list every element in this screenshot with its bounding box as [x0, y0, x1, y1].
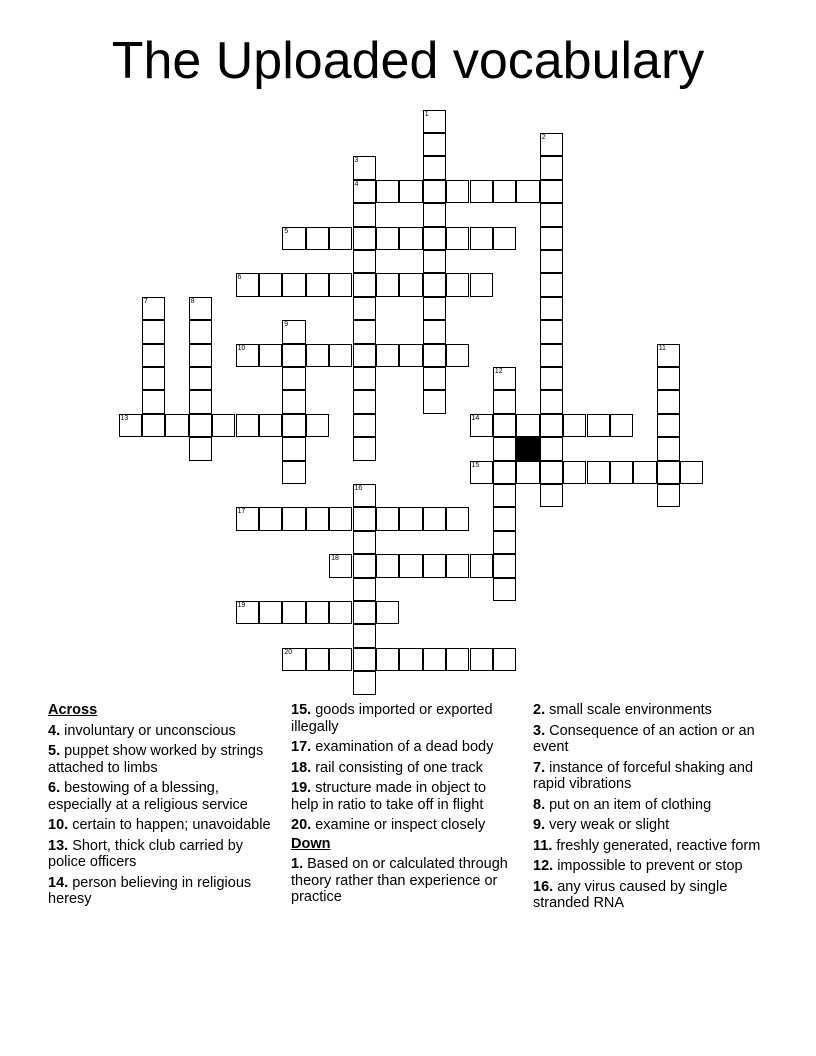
clue-number-label: 10.: [48, 817, 69, 833]
grid-cell[interactable]: [329, 344, 352, 367]
clue-number-label: 9.: [533, 817, 546, 833]
clue-number: 18: [331, 555, 339, 563]
grid-cell[interactable]: [399, 648, 422, 671]
grid-cell[interactable]: [540, 273, 563, 296]
grid-cell[interactable]: [353, 414, 376, 437]
clue-number-label: 13.: [48, 837, 69, 854]
grid-cell[interactable]: [470, 461, 493, 484]
grid-cell[interactable]: [633, 461, 656, 484]
grid-cell[interactable]: [189, 344, 212, 367]
grid-cell[interactable]: [189, 437, 212, 460]
clue-item: [48, 743, 280, 776]
grid-cell[interactable]: [493, 227, 516, 250]
clue-text: impossible to prevent or stop: [553, 858, 743, 874]
grid-cell[interactable]: [493, 437, 516, 460]
clue-text: instance of forceful shaking and rapid vibrations: [533, 759, 754, 792]
clue-number-label: 14.: [48, 874, 69, 891]
grid-cell[interactable]: [423, 273, 446, 296]
grid-cell[interactable]: [329, 273, 352, 296]
grid-cell[interactable]: [540, 203, 563, 226]
clue-number: 2: [541, 134, 546, 141]
grid-cell[interactable]: [657, 461, 680, 484]
clue-item: [291, 760, 516, 777]
clue-number-label: 20.: [291, 817, 312, 833]
clue-number: 9: [284, 321, 289, 329]
clue-number: 19: [237, 602, 246, 609]
clue-text: freshly generated, reactive form: [552, 837, 761, 854]
grid-cell[interactable]: [399, 273, 422, 296]
grid-cell[interactable]: [259, 414, 282, 437]
grid-cell[interactable]: [446, 227, 469, 250]
grid-cell[interactable]: [329, 507, 352, 530]
grid-cell[interactable]: [306, 601, 329, 624]
grid-cell[interactable]: [353, 554, 376, 577]
clue-number-label: 8.: [533, 796, 546, 813]
grid-cell[interactable]: [306, 273, 329, 296]
grid-cell[interactable]: [680, 461, 703, 484]
clue-number: 14: [471, 414, 480, 422]
clue-text: examine or inspect closely: [311, 817, 486, 833]
grid-cell[interactable]: [282, 507, 305, 530]
grid-cell[interactable]: [610, 461, 633, 484]
grid-cell[interactable]: [657, 484, 680, 507]
grid-cell[interactable]: [563, 461, 586, 484]
grid-cell[interactable]: [493, 507, 516, 530]
grid-cell[interactable]: [353, 671, 376, 694]
grid-cell[interactable]: [259, 601, 282, 624]
grid-cell[interactable]: [306, 227, 329, 250]
grid-cell[interactable]: [446, 180, 469, 203]
clue-text: rail consisting of one track: [311, 759, 483, 776]
grid-cell[interactable]: [493, 180, 516, 203]
down-heading: Down: [291, 835, 331, 852]
grid-cell[interactable]: [142, 414, 165, 437]
clue-number: 16: [354, 485, 363, 492]
clue-item: [291, 817, 516, 834]
clue-number-label: 11.: [533, 837, 553, 854]
grid-cell[interactable]: [212, 414, 235, 437]
clue-text: person believing in religious heresy: [48, 874, 252, 907]
grid-cell[interactable]: [540, 133, 563, 156]
grid-cell[interactable]: [493, 367, 516, 390]
grid-cell[interactable]: [142, 344, 165, 367]
clue-number: 17: [237, 508, 246, 516]
grid-cell[interactable]: [423, 390, 446, 413]
clue-item: [48, 838, 280, 871]
grid-cell[interactable]: [399, 344, 422, 367]
grid-cell[interactable]: [259, 273, 282, 296]
grid-cell[interactable]: [493, 390, 516, 413]
grid-cell[interactable]: [540, 367, 563, 390]
grid-cell[interactable]: [353, 297, 376, 320]
clue-number-label: 16.: [533, 878, 554, 895]
grid-cell[interactable]: [306, 507, 329, 530]
grid-cell[interactable]: [329, 554, 352, 577]
clue-number-label: 19.: [291, 780, 312, 796]
grid-cell[interactable]: [587, 461, 610, 484]
grid-cell[interactable]: [470, 414, 493, 437]
clue-item: [533, 879, 763, 912]
grid-cell[interactable]: [587, 414, 610, 437]
clue-text: puppet show worked by strings attached to limbs: [48, 743, 264, 776]
grid-cell[interactable]: [376, 180, 399, 203]
grid-cell[interactable]: [563, 414, 586, 437]
grid-cell[interactable]: [423, 367, 446, 390]
grid-cell[interactable]: [540, 156, 563, 179]
clue-number: 6: [237, 274, 242, 282]
grid-cell[interactable]: [540, 297, 563, 320]
grid-cell[interactable]: [540, 437, 563, 460]
clue-text: any virus caused by single stranded RNA: [533, 878, 728, 911]
clue-item: [533, 760, 763, 793]
grid-cell[interactable]: [657, 390, 680, 413]
grid-cell[interactable]: [423, 507, 446, 530]
grid-cell[interactable]: [399, 507, 422, 530]
grid-cell[interactable]: [423, 250, 446, 273]
clue-text: goods imported or exported illegally: [291, 702, 493, 735]
down-clue-list: [291, 856, 516, 906]
grid-cell[interactable]: [376, 648, 399, 671]
clue-number: 7: [143, 297, 148, 305]
grid-cell[interactable]: [189, 320, 212, 343]
grid-cell[interactable]: [423, 297, 446, 320]
grid-cell[interactable]: [540, 484, 563, 507]
grid-cell[interactable]: [657, 367, 680, 390]
grid-cell[interactable]: [540, 414, 563, 437]
clue-number: 10: [237, 344, 246, 352]
grid-cell[interactable]: [353, 227, 376, 250]
grid-cell[interactable]: [399, 227, 422, 250]
grid-cell[interactable]: [236, 507, 259, 530]
clue-number-label: 17.: [291, 739, 312, 755]
grid-cell[interactable]: [657, 414, 680, 437]
grid-block-cell: [516, 437, 539, 460]
across-clue-list: [48, 723, 280, 908]
grid-cell[interactable]: [189, 297, 212, 320]
grid-cell[interactable]: [493, 531, 516, 554]
grid-cell[interactable]: [353, 344, 376, 367]
grid-cell[interactable]: [516, 414, 539, 437]
across-heading: Across: [48, 702, 98, 718]
grid-cell[interactable]: [540, 320, 563, 343]
clue-number: 1: [424, 110, 429, 118]
grid-cell[interactable]: [353, 601, 376, 624]
clue-number-label: 6.: [48, 780, 61, 796]
clue-number: 13: [120, 414, 129, 422]
grid-cell[interactable]: [470, 227, 493, 250]
clue-number-label: 15.: [291, 702, 312, 718]
grid-cell[interactable]: [259, 344, 282, 367]
grid-cell[interactable]: [493, 648, 516, 671]
grid-cell[interactable]: [282, 273, 305, 296]
grid-cell[interactable]: [282, 344, 305, 367]
grid-cell[interactable]: [353, 367, 376, 390]
grid-cell[interactable]: [282, 227, 305, 250]
grid-cell[interactable]: [353, 320, 376, 343]
grid-cell[interactable]: [376, 507, 399, 530]
clue-item: [533, 817, 763, 834]
grid-cell[interactable]: [119, 414, 142, 437]
grid-cell[interactable]: [282, 601, 305, 624]
grid-cell[interactable]: [236, 601, 259, 624]
grid-cell[interactable]: [142, 320, 165, 343]
grid-cell[interactable]: [189, 414, 212, 437]
grid-cell[interactable]: [329, 227, 352, 250]
grid-cell[interactable]: [353, 624, 376, 647]
clue-text: structure made in object to help in ratio to take off in flight: [291, 780, 487, 813]
clue-text: Short, thick club carried by police officers: [48, 837, 244, 870]
grid-cell[interactable]: [470, 180, 493, 203]
grid-cell[interactable]: [236, 273, 259, 296]
grid-cell[interactable]: [282, 414, 305, 437]
clue-item: [291, 856, 516, 906]
grid-cell[interactable]: [423, 648, 446, 671]
grid-cell[interactable]: [142, 297, 165, 320]
grid-cell[interactable]: [446, 648, 469, 671]
clues-column-2: [291, 702, 516, 910]
grid-cell[interactable]: [446, 273, 469, 296]
grid-cell[interactable]: [423, 320, 446, 343]
clue-text: certain to happen; unavoidable: [68, 817, 271, 833]
grid-cell[interactable]: [353, 273, 376, 296]
clue-item: [533, 838, 763, 855]
clue-number: 15: [471, 461, 480, 469]
clue-text: examination of a dead body: [311, 739, 494, 755]
clue-text: small scale environments: [545, 702, 712, 718]
clue-item: [48, 817, 280, 834]
grid-cell[interactable]: [540, 227, 563, 250]
grid-cell[interactable]: [353, 250, 376, 273]
grid-cell[interactable]: [376, 601, 399, 624]
grid-cell[interactable]: [353, 507, 376, 530]
grid-cell[interactable]: [470, 273, 493, 296]
grid-cell[interactable]: [423, 180, 446, 203]
clue-number-label: 1.: [291, 856, 304, 872]
grid-cell[interactable]: [540, 250, 563, 273]
grid-cell[interactable]: [399, 180, 422, 203]
clue-item: [48, 875, 280, 908]
clue-item: [291, 780, 516, 813]
clue-text: very weak or slight: [545, 817, 670, 833]
grid-cell[interactable]: [189, 390, 212, 413]
grid-cell[interactable]: [446, 554, 469, 577]
grid-cell[interactable]: [446, 344, 469, 367]
grid-cell[interactable]: [540, 390, 563, 413]
grid-cell[interactable]: [540, 461, 563, 484]
grid-cell[interactable]: [376, 227, 399, 250]
clue-text: bestowing of a blessing, especially at a religious service: [48, 780, 248, 813]
grid-cell[interactable]: [306, 344, 329, 367]
grid-cell[interactable]: [353, 156, 376, 179]
clue-number: 4: [354, 180, 359, 188]
grid-cell[interactable]: [446, 507, 469, 530]
grid-cell[interactable]: [142, 367, 165, 390]
clue-item: [533, 702, 763, 719]
clue-item: [533, 797, 763, 814]
clue-item: [291, 702, 516, 735]
clue-number-label: 2.: [533, 702, 546, 718]
clue-item: [533, 858, 763, 875]
grid-cell[interactable]: [353, 203, 376, 226]
grid-cell[interactable]: [423, 110, 446, 133]
grid-cell[interactable]: [142, 390, 165, 413]
clue-number: 8: [190, 297, 195, 305]
grid-cell[interactable]: [165, 414, 188, 437]
grid-cell[interactable]: [353, 180, 376, 203]
clues-column-1: [48, 702, 280, 912]
grid-cell[interactable]: [376, 554, 399, 577]
page-title: The Uploaded vocabulary: [111, 32, 705, 90]
grid-cell[interactable]: [493, 461, 516, 484]
grid-cell[interactable]: [353, 437, 376, 460]
grid-cell[interactable]: [423, 227, 446, 250]
grid-cell[interactable]: [236, 414, 259, 437]
clue-item: [48, 780, 280, 813]
grid-cell[interactable]: [353, 531, 376, 554]
grid-cell[interactable]: [493, 578, 516, 601]
clue-item: [533, 723, 763, 756]
grid-cell[interactable]: [657, 437, 680, 460]
grid-cell[interactable]: [282, 437, 305, 460]
grid-cell[interactable]: [493, 484, 516, 507]
clue-number: 20: [284, 648, 293, 656]
clue-text: Consequence of an action or an event: [533, 722, 755, 755]
grid-cell[interactable]: [376, 273, 399, 296]
grid-cell[interactable]: [493, 554, 516, 577]
grid-cell[interactable]: [306, 648, 329, 671]
grid-cell[interactable]: [189, 367, 212, 390]
grid-cell[interactable]: [540, 180, 563, 203]
grid-cell[interactable]: [376, 344, 399, 367]
grid-cell[interactable]: [353, 648, 376, 671]
clue-item: [291, 739, 516, 756]
grid-cell[interactable]: [306, 414, 329, 437]
grid-cell[interactable]: [282, 320, 305, 343]
grid-cell[interactable]: [423, 344, 446, 367]
clue-number-label: 18.: [291, 759, 312, 776]
grid-cell[interactable]: [282, 648, 305, 671]
clue-number: 11: [658, 344, 666, 352]
grid-cell[interactable]: [423, 133, 446, 156]
grid-cell[interactable]: [610, 414, 633, 437]
clue-item: [48, 723, 280, 740]
grid-cell[interactable]: [470, 554, 493, 577]
grid-cell[interactable]: [423, 156, 446, 179]
down-clue-list-continued: [533, 702, 763, 912]
grid-cell[interactable]: [282, 461, 305, 484]
clue-number-label: 3.: [533, 722, 546, 739]
grid-cell[interactable]: [259, 507, 282, 530]
grid-cell[interactable]: [423, 554, 446, 577]
clue-number-label: 4.: [48, 722, 61, 739]
grid-cell[interactable]: [493, 414, 516, 437]
clue-text: put on an item of clothing: [545, 796, 712, 813]
grid-cell[interactable]: [353, 390, 376, 413]
clue-text: involuntary or unconscious: [60, 722, 236, 739]
grid-cell[interactable]: [282, 390, 305, 413]
clue-number-label: 5.: [48, 743, 61, 759]
grid-cell[interactable]: [470, 648, 493, 671]
clue-number-label: 7.: [533, 759, 546, 776]
grid-cell[interactable]: [329, 648, 352, 671]
grid-cell[interactable]: [282, 367, 305, 390]
clue-number: 12: [494, 368, 503, 375]
grid-cell[interactable]: [353, 578, 376, 601]
grid-cell[interactable]: [657, 344, 680, 367]
across-clue-list-continued: [291, 702, 516, 834]
grid-cell[interactable]: [236, 344, 259, 367]
clue-number: 3: [354, 157, 359, 165]
clue-number-label: 12.: [533, 858, 554, 874]
grid-cell[interactable]: [399, 554, 422, 577]
grid-cell[interactable]: [353, 484, 376, 507]
grid-cell[interactable]: [423, 203, 446, 226]
grid-cell[interactable]: [329, 601, 352, 624]
clue-number: 5: [284, 227, 289, 235]
clues-column-3: [533, 702, 763, 916]
grid-cell[interactable]: [540, 344, 563, 367]
clue-text: Based on or calculated through theory rather than experience or practice: [291, 856, 508, 905]
grid-cell[interactable]: [516, 180, 539, 203]
grid-cell[interactable]: [516, 461, 539, 484]
